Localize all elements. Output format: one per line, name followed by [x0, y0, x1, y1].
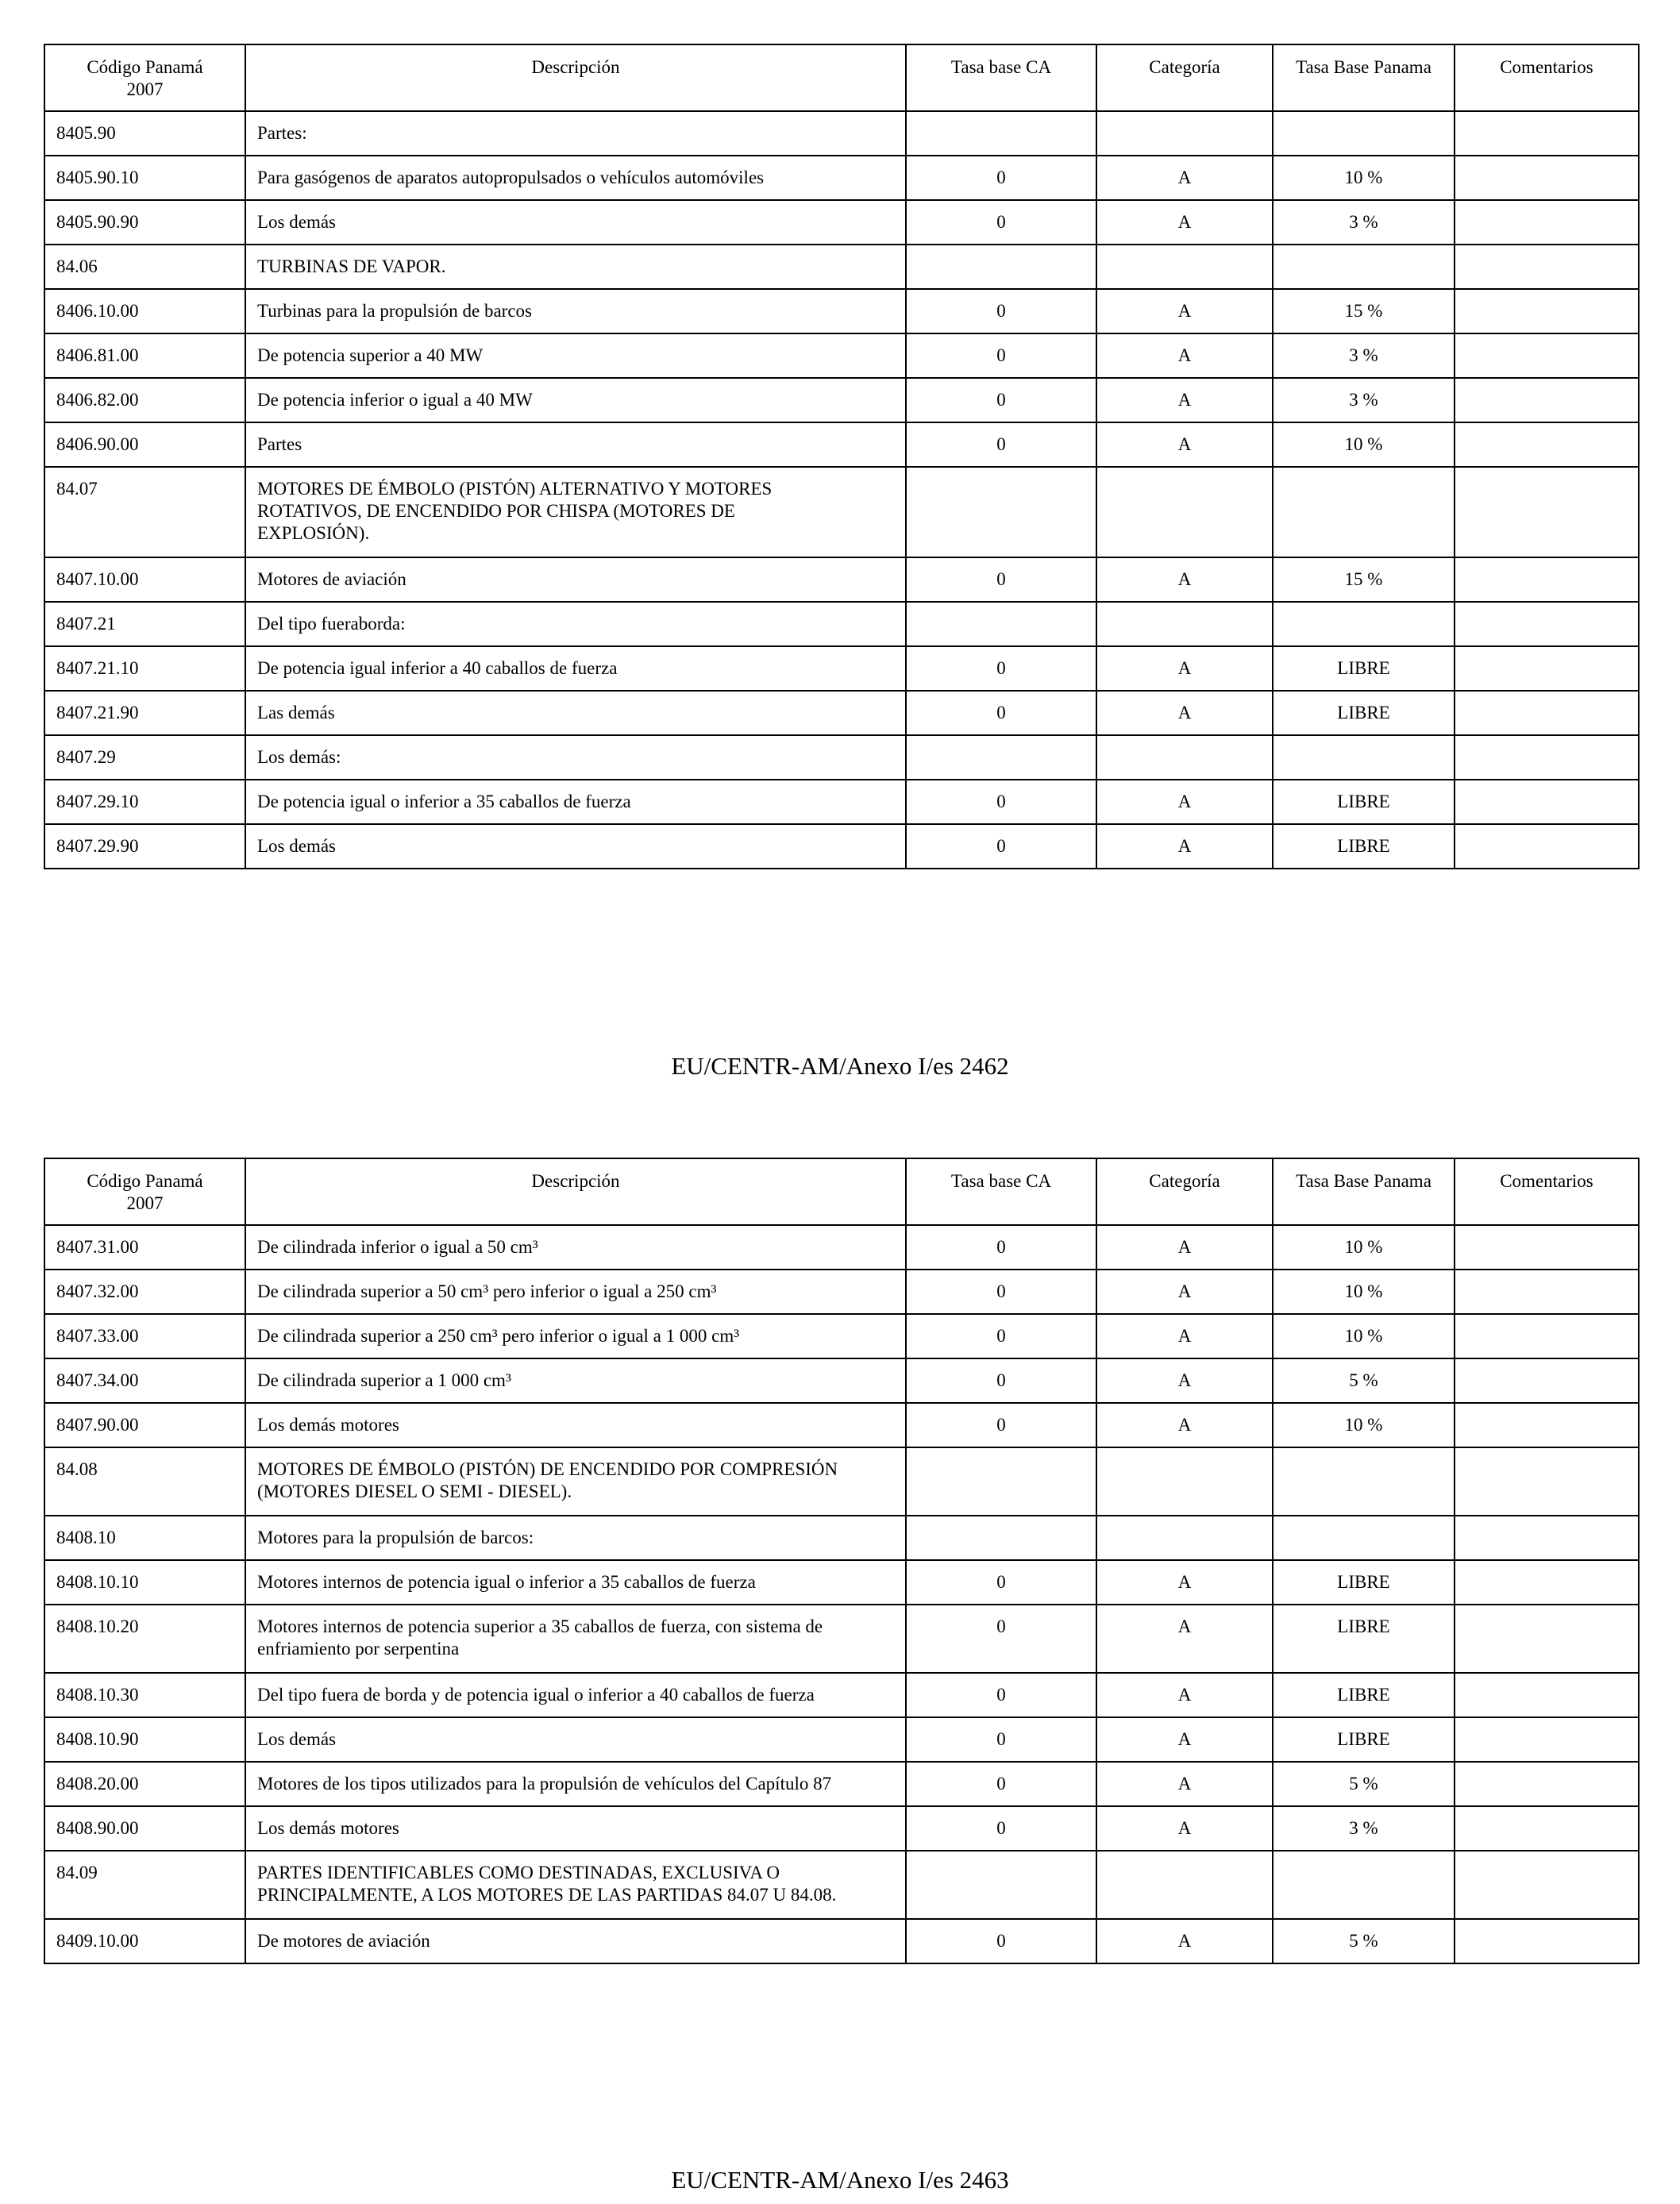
- cell-categoria: A: [1096, 557, 1273, 602]
- cell-comentarios: [1455, 200, 1639, 245]
- cell-tasa-panama: LIBRE: [1273, 691, 1455, 735]
- cell-tasa-ca: [906, 1516, 1096, 1560]
- cell-comentarios: [1455, 1225, 1639, 1270]
- cell-categoria: A: [1096, 156, 1273, 200]
- table-row: [44, 735, 1639, 780]
- table-body: [44, 1225, 1639, 1963]
- cell-code: 8407.31.00: [44, 1225, 245, 1270]
- table-row: [44, 422, 1639, 467]
- cell-categoria: A: [1096, 1270, 1273, 1314]
- cell-categoria: A: [1096, 333, 1273, 378]
- cell-tasa-ca: 0: [906, 691, 1096, 735]
- cell-tasa-panama: [1273, 602, 1455, 646]
- table-row: [44, 1403, 1639, 1447]
- cell-description: Motores internos de potencia igual o inferior a 35 caballos de fuerza: [245, 1560, 906, 1605]
- table-row: [44, 1806, 1639, 1851]
- cell-tasa-panama: LIBRE: [1273, 780, 1455, 824]
- cell-categoria: A: [1096, 200, 1273, 245]
- cell-tasa-ca: 0: [906, 1403, 1096, 1447]
- cell-comentarios: [1455, 780, 1639, 824]
- cell-description: Del tipo fueraborda:: [245, 602, 906, 646]
- cell-tasa-ca: 0: [906, 1225, 1096, 1270]
- cell-comentarios: [1455, 646, 1639, 691]
- cell-comentarios: [1455, 467, 1639, 557]
- cell-categoria: [1096, 602, 1273, 646]
- cell-description: De cilindrada inferior o igual a 50 cm³: [245, 1225, 906, 1270]
- cell-description: Motores de aviación: [245, 557, 906, 602]
- cell-tasa-ca: [906, 602, 1096, 646]
- cell-tasa-panama: 3 %: [1273, 378, 1455, 422]
- cell-tasa-panama: [1273, 1851, 1455, 1919]
- cell-categoria: A: [1096, 691, 1273, 735]
- cell-tasa-panama: [1273, 735, 1455, 780]
- cell-tasa-ca: 0: [906, 1673, 1096, 1717]
- cell-tasa-panama: [1273, 111, 1455, 156]
- cell-description: Los demás: [245, 1717, 906, 1762]
- cell-tasa-panama: 5 %: [1273, 1358, 1455, 1403]
- cell-comentarios: [1455, 1762, 1639, 1806]
- cell-comentarios: [1455, 1919, 1639, 1963]
- table-row: [44, 1762, 1639, 1806]
- table-row: [44, 1717, 1639, 1762]
- table-row: [44, 289, 1639, 333]
- cell-code: 8407.33.00: [44, 1314, 245, 1358]
- cell-categoria: A: [1096, 1560, 1273, 1605]
- cell-tasa-ca: [906, 111, 1096, 156]
- cell-tasa-panama: 3 %: [1273, 1806, 1455, 1851]
- table-row: [44, 467, 1639, 557]
- cell-categoria: [1096, 467, 1273, 557]
- header-tasa-panama: Tasa Base Panama: [1273, 44, 1455, 111]
- page-footer: EU/CENTR-AM/Anexo I/es 2462: [671, 1052, 1009, 1080]
- cell-comentarios: [1455, 1605, 1639, 1673]
- cell-categoria: A: [1096, 1919, 1273, 1963]
- header-row: [44, 44, 1639, 111]
- cell-tasa-panama: [1273, 467, 1455, 557]
- table-row: [44, 333, 1639, 378]
- cell-tasa-panama: [1273, 245, 1455, 289]
- cell-description: Partes: [245, 422, 906, 467]
- cell-comentarios: [1455, 1516, 1639, 1560]
- cell-code: 8406.90.00: [44, 422, 245, 467]
- cell-comentarios: [1455, 1560, 1639, 1605]
- cell-code: 8405.90.10: [44, 156, 245, 200]
- cell-comentarios: [1455, 1270, 1639, 1314]
- cell-code: 8408.10.30: [44, 1673, 245, 1717]
- table-body: [44, 111, 1639, 869]
- cell-tasa-panama: 3 %: [1273, 200, 1455, 245]
- cell-tasa-ca: 0: [906, 1717, 1096, 1762]
- page-footer: EU/CENTR-AM/Anexo I/es 2463: [671, 2166, 1009, 2194]
- cell-description: Partes:: [245, 111, 906, 156]
- cell-code: 8407.29.90: [44, 824, 245, 869]
- cell-categoria: [1096, 245, 1273, 289]
- cell-categoria: A: [1096, 378, 1273, 422]
- cell-comentarios: [1455, 1717, 1639, 1762]
- cell-tasa-ca: 0: [906, 557, 1096, 602]
- cell-tasa-panama: LIBRE: [1273, 646, 1455, 691]
- table-row: [44, 824, 1639, 869]
- cell-categoria: A: [1096, 780, 1273, 824]
- table-row: [44, 1919, 1639, 1963]
- cell-tasa-panama: 5 %: [1273, 1919, 1455, 1963]
- cell-comentarios: [1455, 1314, 1639, 1358]
- cell-comentarios: [1455, 378, 1639, 422]
- cell-tasa-ca: 0: [906, 1605, 1096, 1673]
- cell-description: MOTORES DE ÉMBOLO (PISTÓN) DE ENCENDIDO POR COMPRESIÓN (MOTORES DIESEL O SEMI - DIESEL).: [245, 1447, 906, 1516]
- cell-categoria: A: [1096, 646, 1273, 691]
- cell-tasa-panama: LIBRE: [1273, 824, 1455, 869]
- cell-comentarios: [1455, 824, 1639, 869]
- cell-code: 8407.10.00: [44, 557, 245, 602]
- cell-code: 8407.34.00: [44, 1358, 245, 1403]
- table-row: [44, 1225, 1639, 1270]
- cell-tasa-ca: 0: [906, 333, 1096, 378]
- cell-categoria: A: [1096, 1717, 1273, 1762]
- cell-tasa-panama: 15 %: [1273, 289, 1455, 333]
- tariff-table-page-1: [44, 44, 1638, 869]
- cell-comentarios: [1455, 691, 1639, 735]
- cell-comentarios: [1455, 735, 1639, 780]
- table-row: [44, 602, 1639, 646]
- cell-categoria: [1096, 1516, 1273, 1560]
- cell-tasa-ca: 0: [906, 1919, 1096, 1963]
- table-row: [44, 1673, 1639, 1717]
- header-description: Descripción: [245, 44, 906, 111]
- header-code: Código Panamá 2007: [44, 1158, 245, 1225]
- table-row: [44, 780, 1639, 824]
- cell-tasa-ca: [906, 467, 1096, 557]
- cell-comentarios: [1455, 1447, 1639, 1516]
- cell-categoria: A: [1096, 1673, 1273, 1717]
- cell-tasa-panama: 10 %: [1273, 1403, 1455, 1447]
- header-comentarios: Comentarios: [1455, 1158, 1639, 1225]
- cell-code: 8405.90: [44, 111, 245, 156]
- table-row: [44, 646, 1639, 691]
- cell-tasa-panama: 10 %: [1273, 1314, 1455, 1358]
- cell-description: MOTORES DE ÉMBOLO (PISTÓN) ALTERNATIVO Y MOTORES ROTATIVOS, DE ENCENDIDO POR CHISPA (MOTORES DE EXPLOSIÓN).: [245, 467, 906, 557]
- table-row: [44, 557, 1639, 602]
- table-row: [44, 156, 1639, 200]
- cell-description: De cilindrada superior a 250 cm³ pero inferior o igual a 1 000 cm³: [245, 1314, 906, 1358]
- cell-categoria: A: [1096, 289, 1273, 333]
- cell-tasa-panama: 10 %: [1273, 1225, 1455, 1270]
- cell-code: 84.07: [44, 467, 245, 557]
- cell-code: 8406.82.00: [44, 378, 245, 422]
- cell-comentarios: [1455, 557, 1639, 602]
- cell-tasa-ca: 0: [906, 289, 1096, 333]
- cell-description: De potencia superior a 40 MW: [245, 333, 906, 378]
- cell-categoria: A: [1096, 1605, 1273, 1673]
- cell-categoria: A: [1096, 1806, 1273, 1851]
- cell-code: 8408.10.10: [44, 1560, 245, 1605]
- tariff-table-page-2: [44, 1158, 1638, 1964]
- cell-comentarios: [1455, 156, 1639, 200]
- cell-description: De potencia igual o inferior a 35 caballos de fuerza: [245, 780, 906, 824]
- cell-tasa-ca: 0: [906, 200, 1096, 245]
- cell-comentarios: [1455, 1851, 1639, 1919]
- cell-code: 8408.10: [44, 1516, 245, 1560]
- table-row: [44, 1605, 1639, 1673]
- cell-comentarios: [1455, 1806, 1639, 1851]
- cell-tasa-ca: 0: [906, 824, 1096, 869]
- cell-tasa-panama: 5 %: [1273, 1762, 1455, 1806]
- cell-code: 8407.21: [44, 602, 245, 646]
- tariff-table: [44, 44, 1640, 869]
- cell-description: Motores de los tipos utilizados para la propulsión de vehículos del Capítulo 87: [245, 1762, 906, 1806]
- cell-code: 84.08: [44, 1447, 245, 1516]
- cell-tasa-panama: 10 %: [1273, 156, 1455, 200]
- cell-code: 8405.90.90: [44, 200, 245, 245]
- cell-tasa-panama: 10 %: [1273, 1270, 1455, 1314]
- cell-tasa-ca: 0: [906, 156, 1096, 200]
- cell-description: De motores de aviación: [245, 1919, 906, 1963]
- cell-tasa-ca: 0: [906, 1314, 1096, 1358]
- cell-code: 8407.32.00: [44, 1270, 245, 1314]
- cell-code: 8407.29: [44, 735, 245, 780]
- table-row: [44, 1270, 1639, 1314]
- header-categoria: Categoría: [1096, 1158, 1273, 1225]
- cell-code: 8408.10.90: [44, 1717, 245, 1762]
- cell-comentarios: [1455, 1358, 1639, 1403]
- cell-description: De potencia inferior o igual a 40 MW: [245, 378, 906, 422]
- cell-categoria: A: [1096, 824, 1273, 869]
- cell-categoria: A: [1096, 422, 1273, 467]
- cell-code: 8408.90.00: [44, 1806, 245, 1851]
- cell-description: Los demás motores: [245, 1806, 906, 1851]
- table-row: [44, 1358, 1639, 1403]
- cell-comentarios: [1455, 289, 1639, 333]
- cell-code: 8406.10.00: [44, 289, 245, 333]
- cell-comentarios: [1455, 1403, 1639, 1447]
- table-row: [44, 245, 1639, 289]
- cell-description: De potencia igual inferior a 40 caballos de fuerza: [245, 646, 906, 691]
- header-code: Código Panamá 2007: [44, 44, 245, 111]
- cell-tasa-panama: 10 %: [1273, 422, 1455, 467]
- cell-description: Del tipo fuera de borda y de potencia igual o inferior a 40 caballos de fuerza: [245, 1673, 906, 1717]
- header-tasa-ca: Tasa base CA: [906, 44, 1096, 111]
- cell-tasa-ca: 0: [906, 646, 1096, 691]
- cell-categoria: [1096, 111, 1273, 156]
- cell-code: 8408.20.00: [44, 1762, 245, 1806]
- header-tasa-panama: Tasa Base Panama: [1273, 1158, 1455, 1225]
- table-row: [44, 1447, 1639, 1516]
- cell-tasa-panama: LIBRE: [1273, 1560, 1455, 1605]
- cell-code: 84.06: [44, 245, 245, 289]
- cell-tasa-ca: 0: [906, 378, 1096, 422]
- cell-tasa-ca: [906, 245, 1096, 289]
- header-categoria: Categoría: [1096, 44, 1273, 111]
- cell-description: Los demás motores: [245, 1403, 906, 1447]
- cell-categoria: A: [1096, 1358, 1273, 1403]
- header-description: Descripción: [245, 1158, 906, 1225]
- cell-tasa-ca: 0: [906, 422, 1096, 467]
- cell-comentarios: [1455, 602, 1639, 646]
- cell-tasa-panama: 15 %: [1273, 557, 1455, 602]
- cell-code: 84.09: [44, 1851, 245, 1919]
- cell-tasa-panama: [1273, 1447, 1455, 1516]
- cell-categoria: [1096, 1447, 1273, 1516]
- table-row: [44, 111, 1639, 156]
- cell-tasa-ca: [906, 1447, 1096, 1516]
- cell-tasa-panama: LIBRE: [1273, 1673, 1455, 1717]
- cell-tasa-ca: [906, 735, 1096, 780]
- cell-categoria: [1096, 735, 1273, 780]
- table-row: [44, 1560, 1639, 1605]
- cell-comentarios: [1455, 1673, 1639, 1717]
- cell-categoria: [1096, 1851, 1273, 1919]
- table-row: [44, 1516, 1639, 1560]
- cell-tasa-ca: 0: [906, 780, 1096, 824]
- header-comentarios: Comentarios: [1455, 44, 1639, 111]
- cell-tasa-ca: 0: [906, 1358, 1096, 1403]
- cell-code: 8407.21.90: [44, 691, 245, 735]
- table-row: [44, 378, 1639, 422]
- cell-tasa-ca: 0: [906, 1806, 1096, 1851]
- cell-description: De cilindrada superior a 1 000 cm³: [245, 1358, 906, 1403]
- cell-description: Los demás: [245, 200, 906, 245]
- cell-tasa-ca: 0: [906, 1762, 1096, 1806]
- cell-description: Motores internos de potencia superior a 35 caballos de fuerza, con sistema de enfriamiento por serpentina: [245, 1605, 906, 1673]
- cell-code: 8408.10.20: [44, 1605, 245, 1673]
- header-row: [44, 1158, 1639, 1225]
- cell-categoria: A: [1096, 1762, 1273, 1806]
- cell-description: De cilindrada superior a 50 cm³ pero inferior o igual a 250 cm³: [245, 1270, 906, 1314]
- tariff-table: [44, 1158, 1640, 1964]
- cell-comentarios: [1455, 111, 1639, 156]
- cell-tasa-ca: 0: [906, 1270, 1096, 1314]
- cell-tasa-ca: 0: [906, 1560, 1096, 1605]
- cell-description: Las demás: [245, 691, 906, 735]
- cell-tasa-panama: LIBRE: [1273, 1717, 1455, 1762]
- cell-description: Para gasógenos de aparatos autopropulsados o vehículos automóviles: [245, 156, 906, 200]
- table-row: [44, 1314, 1639, 1358]
- cell-tasa-ca: [906, 1851, 1096, 1919]
- cell-code: 8406.81.00: [44, 333, 245, 378]
- cell-code: 8409.10.00: [44, 1919, 245, 1963]
- cell-code: 8407.21.10: [44, 646, 245, 691]
- cell-description: TURBINAS DE VAPOR.: [245, 245, 906, 289]
- header-tasa-ca: Tasa base CA: [906, 1158, 1096, 1225]
- cell-tasa-panama: [1273, 1516, 1455, 1560]
- cell-description: Motores para la propulsión de barcos:: [245, 1516, 906, 1560]
- table-row: [44, 691, 1639, 735]
- cell-description: Los demás: [245, 824, 906, 869]
- cell-description: PARTES IDENTIFICABLES COMO DESTINADAS, EXCLUSIVA O PRINCIPALMENTE, A LOS MOTORES DE LAS PARTIDAS 84.07 U 84.08.: [245, 1851, 906, 1919]
- cell-description: Los demás:: [245, 735, 906, 780]
- cell-comentarios: [1455, 422, 1639, 467]
- table-row: [44, 200, 1639, 245]
- cell-tasa-panama: 3 %: [1273, 333, 1455, 378]
- table-row: [44, 1851, 1639, 1919]
- cell-code: 8407.90.00: [44, 1403, 245, 1447]
- cell-categoria: A: [1096, 1225, 1273, 1270]
- cell-comentarios: [1455, 333, 1639, 378]
- cell-description: Turbinas para la propulsión de barcos: [245, 289, 906, 333]
- cell-comentarios: [1455, 245, 1639, 289]
- cell-categoria: A: [1096, 1403, 1273, 1447]
- cell-code: 8407.29.10: [44, 780, 245, 824]
- cell-tasa-panama: LIBRE: [1273, 1605, 1455, 1673]
- cell-categoria: A: [1096, 1314, 1273, 1358]
